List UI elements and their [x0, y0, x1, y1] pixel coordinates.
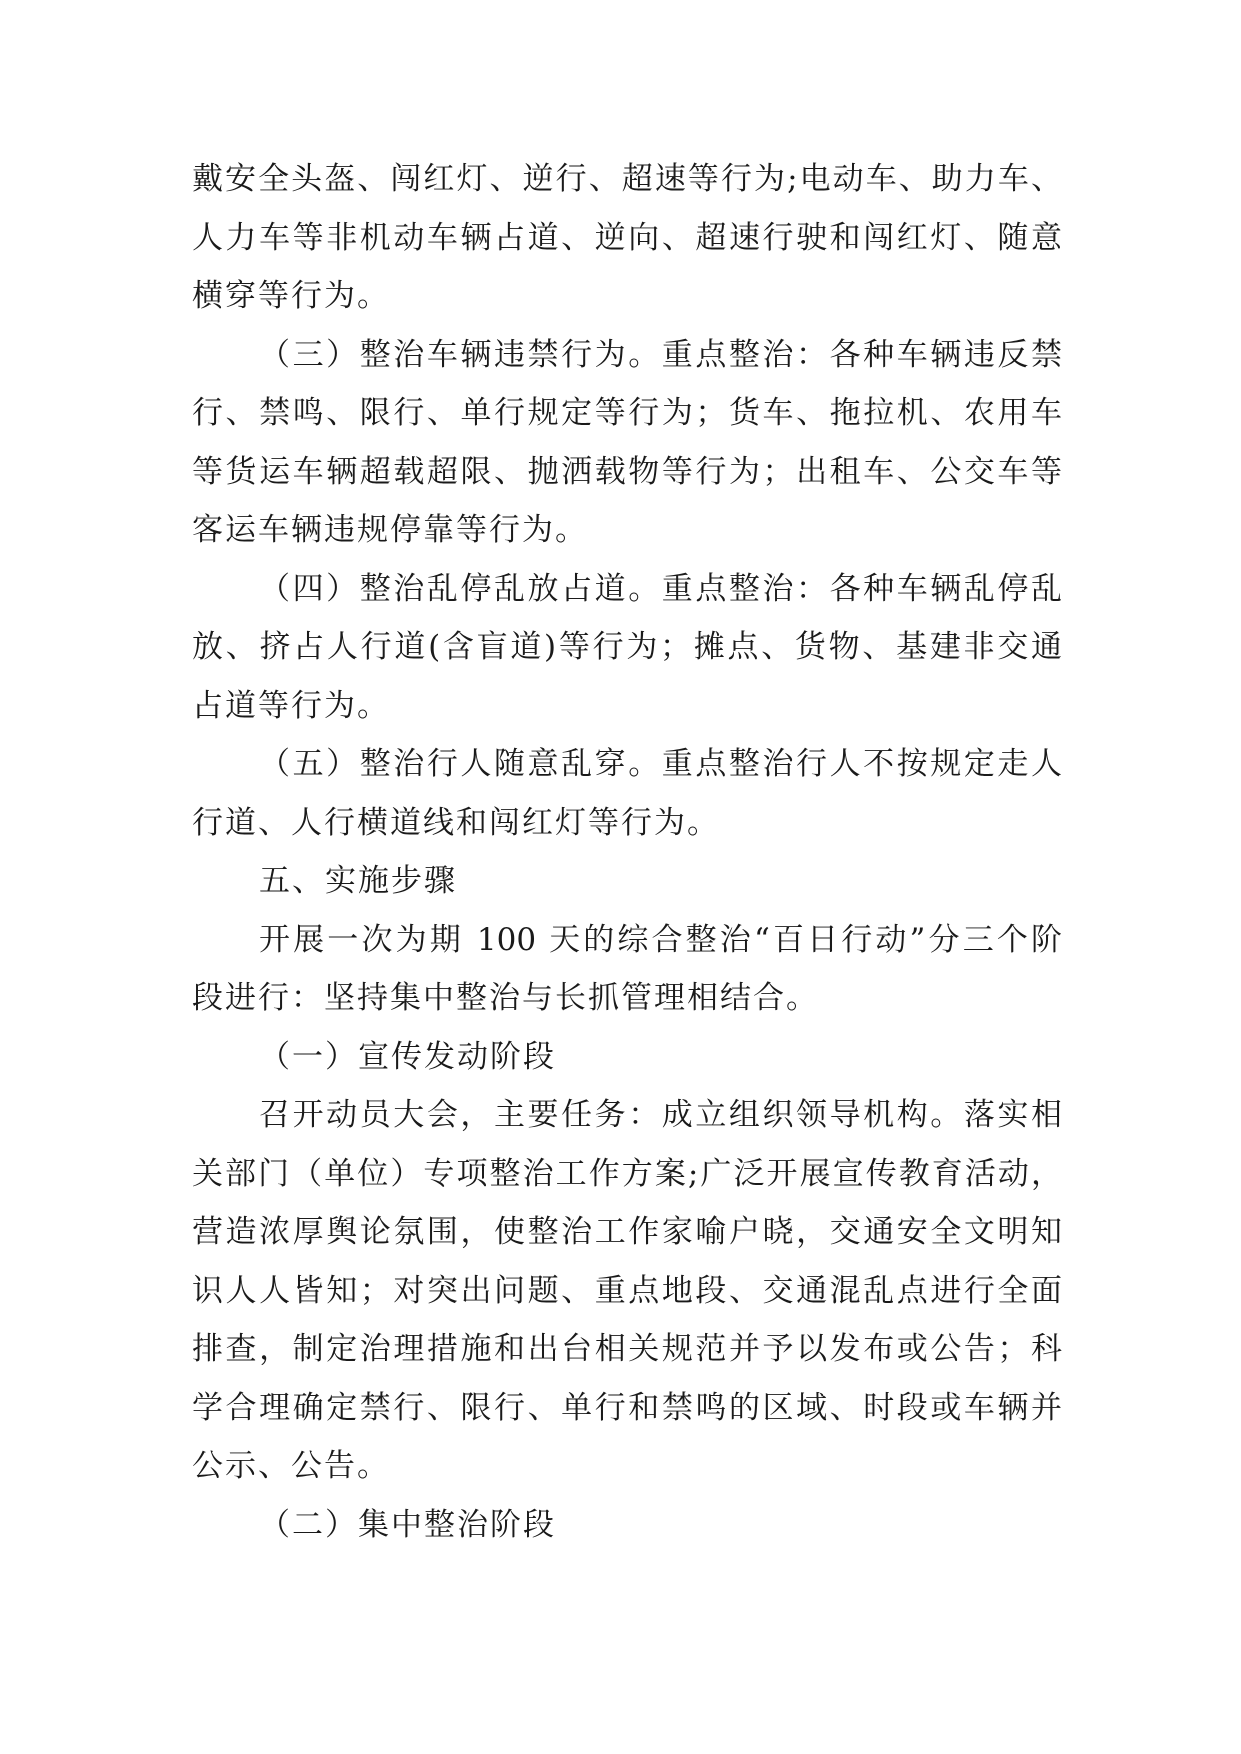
text-line: 横穿等行为。 [192, 278, 390, 314]
text-line: 公示、公告。 [192, 1448, 390, 1484]
text-line: （四）整治乱停乱放占道。重点整治：各种车辆乱停乱 [259, 570, 1062, 607]
text-line: （二）集中整治阶段 [259, 1506, 556, 1543]
text-line: 段进行：坚持集中整治与长抓管理相结合。 [192, 980, 819, 1016]
paragraph-subheading-2 [192, 1496, 1062, 1555]
text-line: 行道、人行横道线和闯红灯等行为。 [192, 804, 720, 841]
text-line: 识人人皆知；对突出问题、重点地段、交通混乱点进行全面 [192, 1272, 1062, 1309]
text-line: （一）宣传发动阶段 [259, 1038, 556, 1075]
paragraph-subheading-1 [192, 1028, 1062, 1087]
text-line: 五、实施步骤 [259, 863, 457, 899]
text-line: 等货运车辆超载超限、抛洒载物等行为；出租车、公交车等 [192, 453, 1062, 490]
paragraph-para-item-5 [192, 735, 1062, 852]
text-line: 关部门（单位）专项整治工作方案;广泛开展宣传教育活动， [192, 1155, 1062, 1192]
text-line: 人力车等非机动车辆占道、逆向、超速行驶和闯红灯、随意 [192, 219, 1062, 256]
paragraph-para-item-4 [192, 560, 1062, 736]
text-line: （五）整治行人随意乱穿。重点整治行人不按规定走人 [259, 746, 1062, 782]
text-line: （三）整治车辆违禁行为。重点整治：各种车辆违反禁 [259, 336, 1062, 373]
text-line: 学合理确定禁行、限行、单行和禁鸣的区域、时段或车辆并 [192, 1389, 1062, 1426]
text-line: 占道等行为。 [192, 687, 390, 724]
paragraph-para-continuation [192, 150, 1062, 326]
text-line: 开展一次为期 100 天的综合整治“百日行动”分三个阶 [259, 921, 1062, 958]
text-line: 行、禁鸣、限行、单行规定等行为；货车、拖拉机、农用车 [192, 395, 1062, 431]
paragraph-section-5-heading [192, 852, 1062, 911]
paragraph-para-section-5-intro [192, 911, 1062, 1028]
document-body [192, 150, 1062, 1554]
text-line: 放、挤占人行道(含盲道)等行为；摊点、货物、基建非交通 [192, 629, 1062, 665]
paragraph-para-stage-1 [192, 1086, 1062, 1496]
text-line: 召开动员大会，主要任务：成立组织领导机构。落实相 [259, 1097, 1062, 1133]
document-page [192, 150, 1062, 1554]
text-line: 戴安全头盔、闯红灯、逆行、超速等行为;电动车、助力车、 [192, 161, 1062, 197]
paragraph-para-item-3 [192, 326, 1062, 560]
text-line: 客运车辆违规停靠等行为。 [192, 512, 588, 548]
text-line: 营造浓厚舆论氛围，使整治工作家喻户晓，交通安全文明知 [192, 1214, 1062, 1250]
text-line: 排查，制定治理措施和出台相关规范并予以发布或公告；科 [192, 1331, 1062, 1367]
